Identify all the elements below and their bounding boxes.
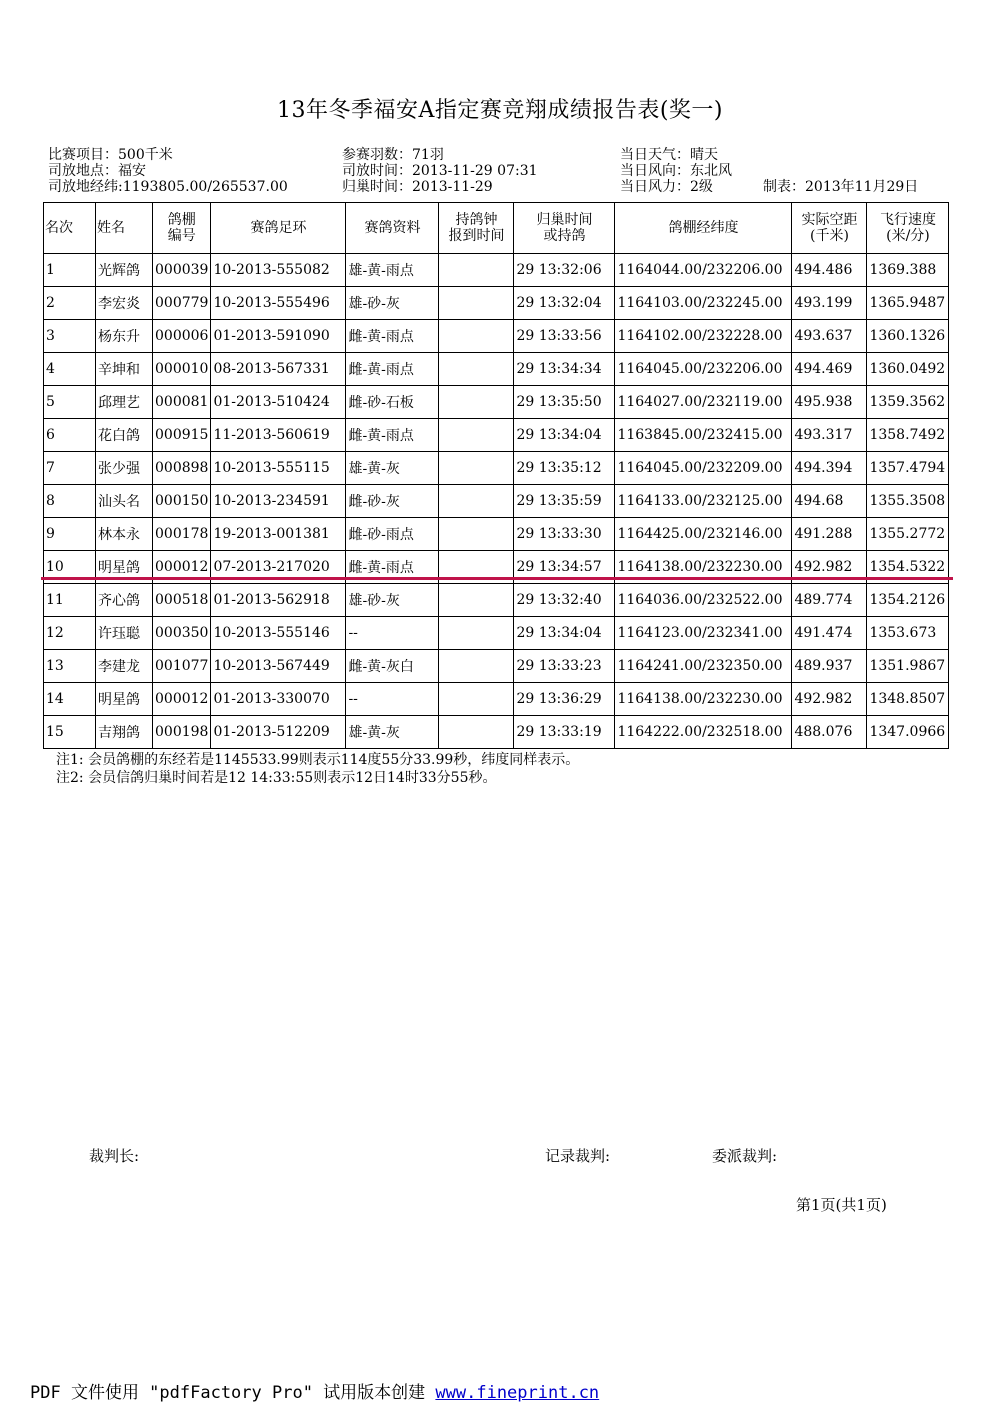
table-row: [44, 386, 949, 419]
cell-return-time: 29 13:33:56: [514, 320, 615, 353]
cell-loft-id: 000012: [153, 551, 211, 584]
cell-return-time: 29 13:34:34: [514, 353, 615, 386]
cell-distance: 493.317: [792, 419, 867, 452]
cell-clock-time: [439, 650, 514, 683]
cell-speed: 1347.0966: [867, 716, 949, 749]
cell-ring-number: 10-2013-555115: [211, 452, 346, 485]
header-line: (千米): [809, 228, 849, 244]
cell-name: 明星鸽: [96, 551, 153, 584]
cell-loft-coords: 1164138.00/232230.00: [615, 683, 792, 716]
cell-loft-coords: 1164036.00/232522.00: [615, 584, 792, 617]
cell-clock-time: [439, 254, 514, 287]
cell-name: 花白鸽: [96, 419, 153, 452]
cell-ring-number: 01-2013-512209: [211, 716, 346, 749]
cell-clock-time: [439, 716, 514, 749]
cell-loft-id: 000198: [153, 716, 211, 749]
cell-ring-number: 07-2013-217020: [211, 551, 346, 584]
cell-clock-time: [439, 617, 514, 650]
table-row: [44, 650, 949, 683]
cell-name: 齐心鸽: [96, 584, 153, 617]
cell-loft-coords: 1164027.00/232119.00: [615, 386, 792, 419]
cell-loft-id: 000779: [153, 287, 211, 320]
cell-rank: 3: [44, 320, 96, 353]
pdf-footer: [30, 1378, 599, 1403]
cell-ring-number: 10-2013-555082: [211, 254, 346, 287]
cell-ring-number: 10-2013-567449: [211, 650, 346, 683]
header-line: 鸽棚: [167, 212, 196, 228]
cell-bird-info: 雄-黄-灰: [346, 452, 439, 485]
cell-distance: 495.938: [792, 386, 867, 419]
cell-speed: 1358.7492: [867, 419, 949, 452]
header-distance: [792, 203, 867, 254]
header-bird-info: [346, 203, 439, 254]
cell-distance: 491.288: [792, 518, 867, 551]
table-row: [44, 452, 949, 485]
table-row: [44, 254, 949, 287]
header-name: [96, 203, 153, 254]
table-row: [44, 419, 949, 452]
cell-bird-info: 雌-砂-石板: [346, 386, 439, 419]
header-speed: [867, 203, 949, 254]
cell-name: 光辉鸽: [96, 254, 153, 287]
cell-bird-info: 雄-黄-雨点: [346, 254, 439, 287]
cell-rank: 8: [44, 485, 96, 518]
cell-ring-number: 11-2013-560619: [211, 419, 346, 452]
cell-ring-number: 08-2013-567331: [211, 353, 346, 386]
header-line: 编号: [167, 228, 196, 244]
cell-speed: 1348.8507: [867, 683, 949, 716]
cell-clock-time: [439, 320, 514, 353]
info-column-2: [342, 147, 538, 195]
header-clock-time: [439, 203, 514, 254]
cell-rank: 5: [44, 386, 96, 419]
cell-loft-coords: 1164425.00/232146.00: [615, 518, 792, 551]
cell-distance: 488.076: [792, 716, 867, 749]
cell-name: 杨东升: [96, 320, 153, 353]
cell-loft-id: 000081: [153, 386, 211, 419]
footer-text: PDF 文件使用 "pdfFactory Pro" 试用版本创建: [30, 1383, 436, 1403]
page-number: 第1页(共1页): [796, 1196, 887, 1214]
cell-ring-number: 19-2013-001381: [211, 518, 346, 551]
info-item: 司放时间：2013-11-29 07:31: [342, 163, 538, 179]
cell-return-time: 29 13:35:59: [514, 485, 615, 518]
info-item: 司放地经纬:1193805.00/265537.00: [48, 179, 288, 195]
table-row: [44, 518, 949, 551]
cell-loft-id: 000178: [153, 518, 211, 551]
cell-name: 辛坤和: [96, 353, 153, 386]
cell-speed: 1355.2772: [867, 518, 949, 551]
cell-name: 邱理艺: [96, 386, 153, 419]
cell-speed: 1360.1326: [867, 320, 949, 353]
cell-return-time: 29 13:35:50: [514, 386, 615, 419]
cell-rank: 4: [44, 353, 96, 386]
cell-return-time: 29 13:34:04: [514, 617, 615, 650]
prize-cutoff-line: [41, 577, 953, 580]
cell-loft-id: 000150: [153, 485, 211, 518]
cell-loft-coords: 1164045.00/232206.00: [615, 353, 792, 386]
cell-loft-id: 000010: [153, 353, 211, 386]
cell-clock-time: [439, 485, 514, 518]
header-loft-id: [153, 203, 211, 254]
header-line: (米/分): [886, 228, 930, 244]
cell-loft-id: 000012: [153, 683, 211, 716]
cell-clock-time: [439, 287, 514, 320]
cell-bird-info: --: [346, 683, 439, 716]
cell-ring-number: 01-2013-591090: [211, 320, 346, 353]
header-line: 报到时间: [448, 228, 505, 244]
info-column-1: [48, 147, 288, 195]
table-row: [44, 353, 949, 386]
note-2: 注2: 会员信鸽归巢时间若是12 14:33:55则表示12日14时33分55秒。: [56, 770, 497, 786]
cell-name: 明星鸽: [96, 683, 153, 716]
header-line: 实际空距: [801, 212, 858, 228]
table-header: [44, 203, 949, 254]
fineprint-link[interactable]: www.fineprint.cn: [435, 1383, 600, 1403]
header-return-time: [514, 203, 615, 254]
table-row: [44, 617, 949, 650]
report-title: 13年冬季福安A指定赛竞翔成绩报告表(奖一): [276, 98, 724, 123]
info-item: 归巢时间：2013-11-29: [342, 179, 493, 195]
cell-rank: 2: [44, 287, 96, 320]
header-line: 赛鸽资料: [364, 220, 421, 236]
cell-speed: 1355.3508: [867, 485, 949, 518]
cell-loft-coords: 1164138.00/232230.00: [615, 551, 792, 584]
notes: [56, 751, 579, 787]
cell-clock-time: [439, 452, 514, 485]
header-line: 或持鸽: [543, 228, 586, 244]
cell-return-time: 29 13:34:57: [514, 551, 615, 584]
note-1: 注1: 会员鸽棚的东经若是1145533.99则表示114度55分33.99秒，纬度同样表示。: [56, 752, 580, 768]
cell-return-time: 29 13:33:23: [514, 650, 615, 683]
cell-bird-info: 雌-黄-灰白: [346, 650, 439, 683]
cell-name: 李宏炎: [96, 287, 153, 320]
cell-distance: 493.199: [792, 287, 867, 320]
cell-loft-id: 000006: [153, 320, 211, 353]
header-row: [44, 203, 949, 254]
cell-rank: 10: [44, 551, 96, 584]
recording-referee-label: 记录裁判:: [545, 1147, 611, 1165]
cell-name: 汕头名: [96, 485, 153, 518]
cell-loft-id: 000350: [153, 617, 211, 650]
table-row: [44, 683, 949, 716]
cell-loft-id: 000915: [153, 419, 211, 452]
cell-ring-number: 01-2013-562918: [211, 584, 346, 617]
cell-rank: 13: [44, 650, 96, 683]
header-rank: [44, 203, 96, 254]
chief-referee-label: 裁判长:: [89, 1147, 140, 1165]
cell-clock-time: [439, 584, 514, 617]
made-by-date: 制表：2013年11月29日: [763, 179, 919, 195]
cell-bird-info: 雄-砂-灰: [346, 287, 439, 320]
header-ring-number: [211, 203, 346, 254]
cell-rank: 14: [44, 683, 96, 716]
header-line: 姓名: [97, 220, 125, 236]
cell-rank: 11: [44, 584, 96, 617]
cell-loft-coords: 1164222.00/232518.00: [615, 716, 792, 749]
header-line: 持鸽钟: [455, 212, 498, 228]
cell-speed: 1369.388: [867, 254, 949, 287]
cell-bird-info: 雌-砂-灰: [346, 485, 439, 518]
info-item: 比赛项目：500千米: [48, 147, 173, 163]
cell-name: 吉翔鸽: [96, 716, 153, 749]
cell-speed: 1354.2126: [867, 584, 949, 617]
header-line: 飞行速度: [879, 212, 936, 228]
table-row: [44, 287, 949, 320]
table-row: [44, 716, 949, 749]
cell-rank: 15: [44, 716, 96, 749]
info-item: 当日天气：晴天: [620, 147, 718, 163]
header-loft-coords: [615, 203, 792, 254]
cell-speed: 1353.673: [867, 617, 949, 650]
cell-loft-coords: 1163845.00/232415.00: [615, 419, 792, 452]
cell-clock-time: [439, 419, 514, 452]
cell-loft-coords: 1164102.00/232228.00: [615, 320, 792, 353]
cell-distance: 494.394: [792, 452, 867, 485]
table-row: [44, 584, 949, 617]
cell-bird-info: 雌-黄-雨点: [346, 551, 439, 584]
cell-distance: 492.982: [792, 683, 867, 716]
cell-loft-coords: 1164044.00/232206.00: [615, 254, 792, 287]
cell-speed: 1354.5322: [867, 551, 949, 584]
cell-loft-coords: 1164045.00/232209.00: [615, 452, 792, 485]
delegated-referee-label: 委派裁判:: [712, 1147, 778, 1165]
cell-bird-info: 雄-砂-灰: [346, 584, 439, 617]
cell-loft-coords: 1164103.00/232245.00: [615, 287, 792, 320]
cell-return-time: 29 13:35:12: [514, 452, 615, 485]
info-column-3: [620, 147, 732, 195]
cell-return-time: 29 13:36:29: [514, 683, 615, 716]
info-item: 当日风向：东北风: [620, 163, 732, 179]
cell-rank: 9: [44, 518, 96, 551]
cell-distance: 494.486: [792, 254, 867, 287]
cell-name: 张少强: [96, 452, 153, 485]
cell-return-time: 29 13:32:40: [514, 584, 615, 617]
cell-loft-coords: 1164133.00/232125.00: [615, 485, 792, 518]
cell-return-time: 29 13:33:19: [514, 716, 615, 749]
info-item: 当日风力：2级: [620, 179, 713, 195]
cell-return-time: 29 13:34:04: [514, 419, 615, 452]
cell-distance: 494.68: [792, 485, 867, 518]
cell-ring-number: 10-2013-555146: [211, 617, 346, 650]
cell-name: 李建龙: [96, 650, 153, 683]
cell-loft-id: 000898: [153, 452, 211, 485]
table-row: [44, 320, 949, 353]
cell-ring-number: 10-2013-555496: [211, 287, 346, 320]
table-body: [44, 254, 949, 749]
table-row: [44, 485, 949, 518]
cell-distance: 494.469: [792, 353, 867, 386]
results-table: [43, 202, 949, 749]
cell-name: 许珏聪: [96, 617, 153, 650]
cell-speed: 1359.3562: [867, 386, 949, 419]
cell-bird-info: --: [346, 617, 439, 650]
cell-distance: 489.937: [792, 650, 867, 683]
cell-ring-number: 01-2013-510424: [211, 386, 346, 419]
cell-speed: 1365.9487: [867, 287, 949, 320]
cell-bird-info: 雌-黄-雨点: [346, 353, 439, 386]
cell-loft-id: 001077: [153, 650, 211, 683]
cell-bird-info: 雌-黄-雨点: [346, 419, 439, 452]
cell-ring-number: 01-2013-330070: [211, 683, 346, 716]
cell-rank: 1: [44, 254, 96, 287]
cell-loft-coords: 1164241.00/232350.00: [615, 650, 792, 683]
header-line: 鸽棚经纬度: [668, 220, 739, 236]
cell-clock-time: [439, 683, 514, 716]
cell-rank: 7: [44, 452, 96, 485]
cell-distance: 493.637: [792, 320, 867, 353]
cell-return-time: 29 13:33:30: [514, 518, 615, 551]
cell-speed: 1360.0492: [867, 353, 949, 386]
cell-loft-id: 000039: [153, 254, 211, 287]
cell-loft-id: 000518: [153, 584, 211, 617]
cell-distance: 489.774: [792, 584, 867, 617]
cell-rank: 6: [44, 419, 96, 452]
cell-ring-number: 10-2013-234591: [211, 485, 346, 518]
cell-bird-info: 雌-砂-雨点: [346, 518, 439, 551]
cell-bird-info: 雌-黄-雨点: [346, 320, 439, 353]
cell-loft-coords: 1164123.00/232341.00: [615, 617, 792, 650]
cell-name: 林本永: [96, 518, 153, 551]
cell-speed: 1351.9867: [867, 650, 949, 683]
header-line: 赛鸽足环: [250, 220, 307, 236]
header-line: 归巢时间: [536, 212, 593, 228]
cell-distance: 492.982: [792, 551, 867, 584]
cell-speed: 1357.4794: [867, 452, 949, 485]
header-line: 名次: [45, 220, 73, 236]
cell-return-time: 29 13:32:06: [514, 254, 615, 287]
cell-return-time: 29 13:32:04: [514, 287, 615, 320]
cell-clock-time: [439, 353, 514, 386]
cell-rank: 12: [44, 617, 96, 650]
cell-bird-info: 雄-黄-灰: [346, 716, 439, 749]
info-item: 司放地点：福安: [48, 163, 146, 179]
cell-distance: 491.474: [792, 617, 867, 650]
cell-clock-time: [439, 386, 514, 419]
info-item: 参赛羽数：71羽: [342, 147, 444, 163]
cell-clock-time: [439, 518, 514, 551]
